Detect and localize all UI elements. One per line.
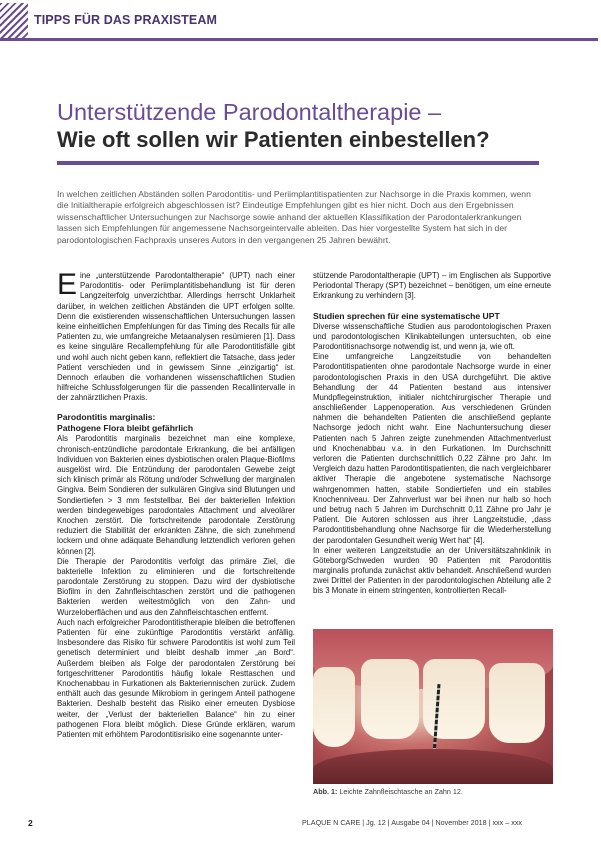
body-column-left bbox=[57, 268, 295, 740]
footer-publication-info: PLAQUE N CARE | Jg. 12 | Ausgabe 04 | November 2018 | xxx – xxx bbox=[302, 818, 523, 827]
subheading-parodontitis: Parodontitis marginalis: bbox=[57, 412, 156, 423]
figure-dental-photo bbox=[313, 629, 553, 784]
body-paragraph-1 bbox=[57, 268, 295, 403]
caption-label: Abb. 1: bbox=[313, 787, 338, 796]
body-paragraph-6: Diverse wissenschaftliche Studien aus parodontologischen Praxen und parodontologischen Klinikabteilungen untersuchten, ob eine Parodontitisnachsorge notwendig ist, und wenn ja, wie oft. bbox=[313, 321, 551, 351]
subheading-studien: Studien sprechen für eine systematische UPT bbox=[313, 310, 500, 321]
lead-paragraph: In welchen zeitlichen Abständen sollen Parodontitis- und Periimplantitispatienten zur Nachsorge in die Praxis kommen, wenn die Initialtherapie erfolgreich abgeschlossen ist? Eindeutige Empfehlungen gibt es hier nicht. Doch aus den Ergebnissen wissenschaftlicher Untersuchungen zur Nachsorge sowie anhand der aktuellen Klassifikation der Parodontalerkrankungen lassen sich Empfehlungen für angemessene Nachsorgeintervalle ableiten. Das hier vorgestellte System hat sich in der parodontologischen Fachpraxis unseres Autors in den vergangenen 25 Jahren bewährt. bbox=[57, 189, 531, 245]
caption-text: Leichte Zahnfleischtasche an Zahn 12. bbox=[339, 787, 463, 796]
title-rule bbox=[57, 161, 539, 165]
tooth-shape bbox=[313, 667, 355, 747]
body-paragraph-5: stützende Parodontaltherapie (UPT) – im Englischen als Supportive Periodontal Therapy (SPT) bezeichnet – benötigen, um eine erneute Erkrankung zu verhindern [3]. bbox=[313, 271, 551, 301]
dropcap: E bbox=[57, 268, 78, 301]
body-paragraph-8: In einer weiteren Langzeitstudie an der Universitätszahnklinik in Göteborg/Schweden wurden 90 Patienten mit Parodontitis marginalis profunda zunächst aktiv behandelt. Anschließend wurden zwei Drittel der Patienten in der parodontologischen Abteilung alle 2 bis 3 Monate in einem stringenten, kontrollierten Recall- bbox=[313, 545, 551, 596]
tooth-shape bbox=[489, 663, 545, 743]
body-paragraph-4: Auch nach erfolgreicher Parodontitistherapie bleiben die betroffenen Patienten für eine zukünftige Parodontitis verstärkt anfällig. Insbesondere das Risiko für schwere Parodontitis ist wohl zum Teil genetisch determiniert und bleibt deshalb immer „an Bord“. Außerdem bleiben als Folge der parodontalen Zerstörung bei fortgeschrittener Parodontitis häufig lokale Resttaschen und Knochenabbau in Furkationen als Bakteriennischen zurück. Zudem enthält auch das gesunde Mikrobiom in geringem Anteil pathogene Bakterien. Deshalb besteht das Risiko einer erneuten Dysbiose weiter, der „Verlust der bakteriellen Balance“ hin zu einer pathogenen Flora bleibt möglich. Diese Gründe erklären, warum Patienten mit erhöhtem Parodontitisrisiko eine sogenannte unter- bbox=[57, 617, 295, 739]
figure-caption bbox=[313, 787, 463, 796]
body-paragraph-3: Die Therapie der Parodontitis verfolgt das primäre Ziel, die bakterielle Infektion zu eliminieren und die fortschreitende parodontale Zerstörung zu stoppen. Dazu wird der dysbiotische Biofilm in den Zahnfleischtaschen zerstört und die pathogenen Bakterien werden weitestmöglich von den Zahn- und Wurzeloberflächen und aus den Zahnfleischtaschen entfernt. bbox=[57, 556, 295, 617]
section-label: TIPPS FÜR DAS PRAXISTEAM bbox=[34, 13, 217, 27]
tooth-shape bbox=[361, 659, 419, 739]
body-paragraph-2: Als Parodontitis marginalis bezeichnet man eine komplexe, chronisch-entzündliche parodontale Erkrankung, die bei anfälligen Individuen von Bakterien eines dysbiotischen oralen Plaque-Biofilms ausgelöst wird. Die Entzündung der parodontalen Gewebe zeigt sich klinisch primär als Rötung und/oder Schwellung der marginalen Gingiva. Beim Sondieren der sulkulären Gingiva sind Blutungen und Sondiertiefen > 3 mm feststellbar. Bei der bakteriellen Infektion werden bindegewebiges parodontales Attachment und alveolärer Knochen zerstört. Die fortschreitende parodontale Zerstörung reduziert die Stabilität der erkrankten Zähne, die sich zunehmend lockern und ohne adäquate Behandlung letztendlich verloren gehen können [2]. bbox=[57, 434, 295, 556]
body-paragraph-1-text: ine „unterstützende Parodontaltherapie“ (UPT) nach einer Parodontitis- oder Periimplantitisbehandlung ist für deren Langzeiterfolg unverzichtbar. Allerdings herrscht Unklarheit darüber, in welchen zeitlichen Abständen die UPT erfolgen sollte. Denn die existierenden wissenschaftlichen Untersuchungen lassen keine einheitlichen Empfehlungen für das Timing des Recalls für alle Patienten zu, wie umfangreiche Metaanalysen resümieren [1]. Dass es keine singuläre Recallempfehlung für alle Parodontitisfälle gibt und wohl auch nicht geben kann, reflektiert die Tatsache, dass jeder Patient verschieden und in gewissem Sinne „einzigartig“ ist. Dennoch erlauben die vorhandenen wissenschaftlichen Studien hilfreiche Schlussfolgerungen für die passenden Recallintervalle in der zahnärztlichen Praxis. bbox=[57, 271, 295, 403]
article-title-line1: Unterstützende Parodontaltherapie – bbox=[57, 99, 442, 125]
article-title-line2: Wie oft sollen wir Patienten einbestellen? bbox=[57, 127, 490, 152]
body-paragraph-7: Eine umfangreiche Langzeitstudie von behandelten Parodontitispatienten ohne parodontale Nachsorge wurde in einer parodontologischen Praxis in den USA durchgeführt. Die aktive Behandlung der 44 Patienten bestand aus intensiver Mundpflegeinstruktion, initialer nichtchirurgischer Therapie und anschließender Lappenoperation. Aus verschiedenen Gründen nahmen die behandelten Patienten die anschließend geplante Nachsorge jedoch nicht wahr. Eine Nachuntersuchung dieser Patienten nach 5 Jahren zeigte zunehmenden Attachmentverlust und Knochenabbau v.a. in den Furkationen. Im Durchschnitt verloren die Patienten durchschnittlich 0,22 Zähne pro Jahr. Im Vergleich dazu hatten Parodontitispatienten, die nach vergleichbarer aktiver Therapie die angebotene systematische Nachsorge wahrgenommen hatten, stabile Sondiertiefen und ein stabiles Knochenniveau. Der Zahnverlust war bei ihnen nur halb so hoch und betrug nach 5 Jahren im Durchschnitt 0,11 Zähne pro Jahr je Patient. Die Autoren schlossen aus ihrer Langzeitstudie, „dass Parodontitisbehandlung ohne Nachsorge für die Wiederherstellung der parodontalen Gesundheit wenig Wert hat“ [4]. bbox=[313, 352, 551, 545]
tooth-shape bbox=[423, 659, 485, 739]
body-column-right bbox=[313, 271, 551, 597]
page-number: 2 bbox=[28, 818, 33, 828]
section-header bbox=[0, 0, 601, 42]
subheading-pathogene-flora: Pathogene Flora bleibt gefährlich bbox=[57, 423, 194, 434]
header-rule bbox=[0, 38, 598, 41]
hatch-decoration bbox=[0, 3, 28, 39]
lip-shape bbox=[313, 749, 553, 784]
